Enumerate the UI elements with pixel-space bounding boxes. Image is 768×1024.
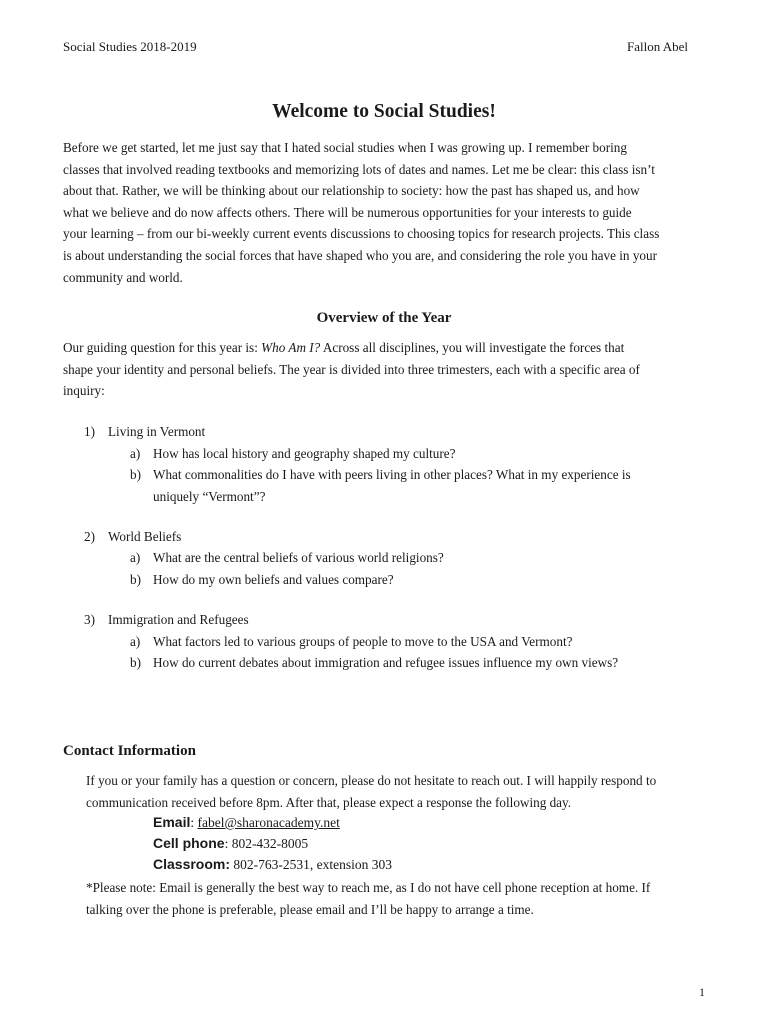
contact-line: communication received before 8pm. After that, please expect a response the following day. xyxy=(86,794,572,810)
list-number: 3) xyxy=(84,612,95,627)
list-number: 1) xyxy=(84,424,95,439)
list-letter: a) xyxy=(130,634,141,649)
trimester-title: Living in Vermont xyxy=(108,424,206,439)
guide-text: Across all disciplines, you will investigate the forces that xyxy=(320,340,625,355)
email-link[interactable]: fabel@sharonacademy.net xyxy=(197,815,340,830)
trimester-title: Immigration and Refugees xyxy=(108,612,249,627)
cell-phone-number: : 802-432-8005 xyxy=(224,836,309,851)
header-course-label: Social Studies 2018-2019 xyxy=(63,39,197,54)
intro-line: about that. Rather, we will be thinking about our relationship to society: how the past has shaped us, and how xyxy=(63,183,640,199)
document-title: Welcome to Social Studies! xyxy=(272,101,496,122)
question-text: How do my own beliefs and values compare? xyxy=(153,572,394,587)
classroom-label: Classroom: xyxy=(153,856,231,872)
contact-heading: Contact Information xyxy=(63,743,196,759)
question-text: How do current debates about immigration and refugee issues influence my own views? xyxy=(153,655,619,670)
intro-line: your learning – from our bi-weekly current events discussions to choosing topics for research projects. This class xyxy=(63,226,660,242)
email-row xyxy=(153,814,340,831)
trimester-title: World Beliefs xyxy=(108,529,182,544)
note-line: *Please note: Email is generally the best way to reach me, as I do not have cell phone reception at home. If xyxy=(86,880,651,895)
question-text: What commonalities do I have with peers living in other places? What in my experience is xyxy=(153,467,631,482)
list-letter: a) xyxy=(130,446,141,461)
guide-line: inquiry: xyxy=(63,383,105,399)
contact-line: If you or your family has a question or concern, please do not hesitate to reach out. I will happily respond to xyxy=(86,773,657,788)
guiding-question: Who Am I? xyxy=(261,340,321,355)
guide-line: shape your identity and personal beliefs. The year is divided into three trimesters, each with a specific area of xyxy=(63,361,640,377)
guiding-question-paragraph xyxy=(63,337,713,402)
note-line: talking over the phone is preferable, please email and I’ll be happy to arrange a time. xyxy=(86,901,534,917)
cell-phone-row xyxy=(153,835,308,852)
intro-line: classes that involved reading textbooks and memorizing lots of dates and names. Let me be clear: this class isn’t xyxy=(63,161,655,177)
cell-phone-label: Cell phone xyxy=(153,835,225,851)
list-letter: a) xyxy=(130,550,141,565)
overview-heading: Overview of the Year xyxy=(316,310,452,326)
list-number: 2) xyxy=(84,529,95,544)
contact-intro-paragraph xyxy=(86,770,726,813)
list-letter: b) xyxy=(130,572,141,587)
email-separator: : xyxy=(190,815,198,830)
intro-line: Before we get started, let me just say that I hated social studies when I was growing up. I remember boring xyxy=(63,140,627,155)
contact-note-paragraph xyxy=(86,877,726,920)
list-letter: b) xyxy=(130,467,141,482)
intro-line: community and world. xyxy=(63,269,183,285)
intro-line: what we believe and do now affects others. There will be numerous opportunities for your interests to guide xyxy=(63,204,632,220)
question-text: What are the central beliefs of various world religions? xyxy=(153,550,444,565)
question-continuation: uniquely “Vermont”? xyxy=(153,489,266,504)
list-letter: b) xyxy=(130,655,141,670)
classroom-row xyxy=(153,856,392,873)
question-text: How has local history and geography shaped my culture? xyxy=(153,446,456,461)
guide-line xyxy=(63,337,713,359)
classroom-number: 802-763-2531, extension 303 xyxy=(230,857,393,872)
intro-line: is about understanding the social forces that have shaped who you are, and considering the role you have in your xyxy=(63,247,657,263)
email-label: Email xyxy=(153,814,191,830)
question-text: What factors led to various groups of people to move to the USA and Vermont? xyxy=(153,634,573,649)
header-author-name: Fallon Abel xyxy=(626,39,688,54)
page-number: 1 xyxy=(699,985,705,999)
intro-paragraph xyxy=(63,137,713,288)
guide-text: Our guiding question for this year is: xyxy=(63,340,262,355)
